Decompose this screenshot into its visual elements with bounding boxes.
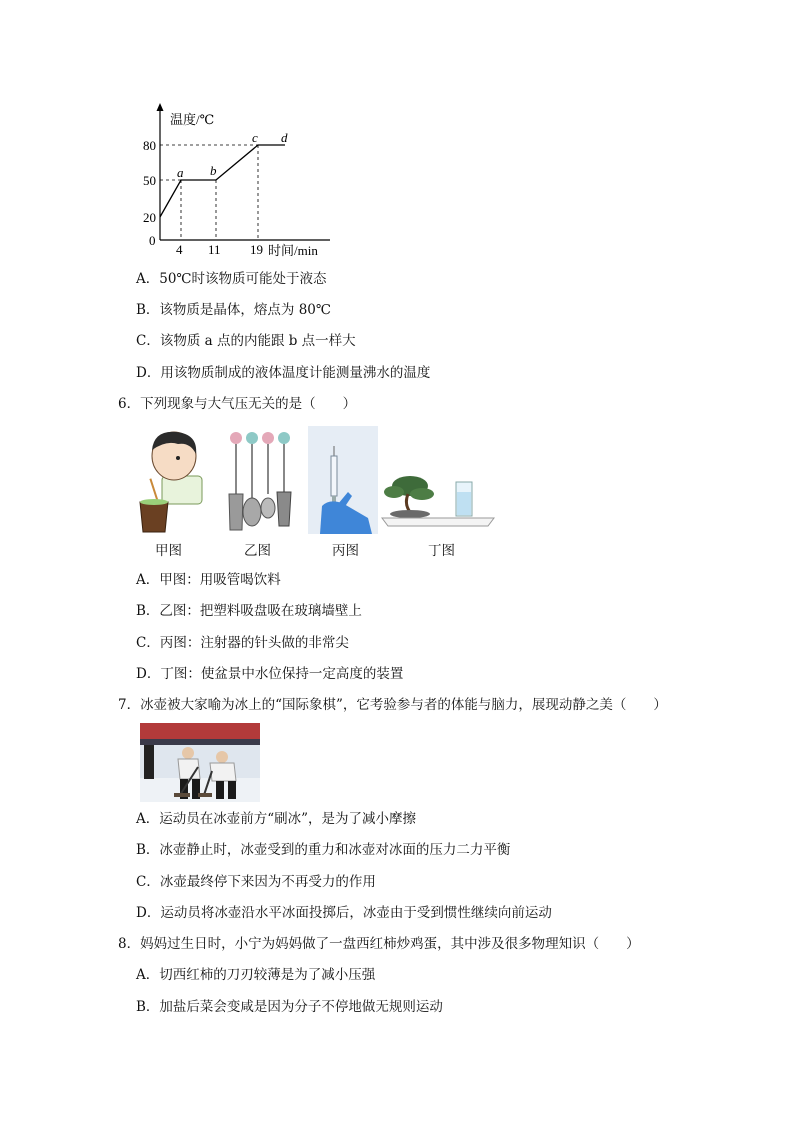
q5-option-d: D．用该物质制成的液体温度计能测量沸水的温度 bbox=[136, 365, 431, 381]
q6-option-b: B．乙图：把塑料吸盘吸在玻璃墙壁上 bbox=[136, 603, 362, 619]
point-a: a bbox=[177, 165, 184, 180]
q5-option-b: B．该物质是晶体，熔点为 80℃ bbox=[136, 302, 331, 318]
boy-drinking-illustration bbox=[138, 428, 210, 534]
q7-option-c: C．冰壶最终停下来因为不再受力的作用 bbox=[136, 874, 376, 890]
bonsai-water-device-illustration bbox=[380, 468, 496, 532]
q6-option-a: A．甲图：用吸管喝饮料 bbox=[136, 572, 281, 588]
y-axis-arrow bbox=[157, 103, 164, 111]
q8-stem: 8．妈妈过生日时，小宁为妈妈做了一盘西红柿炒鸡蛋，其中涉及很多物理知识（ ） bbox=[118, 936, 640, 952]
q6-stem: 6．下列现象与大气压无关的是（ ） bbox=[118, 396, 357, 412]
caption-jia: 甲图 bbox=[155, 543, 182, 559]
q7-stem: 7．冰壶被大家喻为冰上的“国际象棋”，它考验参与者的体能与脑力，展现动静之美（ ） bbox=[118, 697, 667, 713]
q6-option-d: D．丁图：使盆景中水位保持一定高度的装置 bbox=[136, 666, 404, 682]
point-d: d bbox=[281, 130, 288, 145]
y-tick-20: 20 bbox=[143, 210, 156, 225]
q8-option-a: A．切西红柿的刀刃较薄是为了减小压强 bbox=[136, 967, 376, 983]
point-b: b bbox=[210, 163, 217, 178]
caption-yi: 乙图 bbox=[244, 543, 271, 559]
q8-option-b: B．加盐后菜会变咸是因为分子不停地做无规则运动 bbox=[136, 999, 443, 1015]
x-tick-4: 4 bbox=[176, 242, 183, 257]
q7-option-d: D．运动员将冰壶沿水平冰面投掷后，冰壶由于受到惯性继续向前运动 bbox=[136, 905, 552, 921]
y-tick-0: 0 bbox=[149, 233, 156, 248]
caption-bing: 丙图 bbox=[332, 543, 359, 559]
q7-option-b: B．冰壶静止时，冰壶受到的重力和冰壶对冰面的压力二力平衡 bbox=[136, 842, 511, 858]
q6-option-c: C．丙图：注射器的针头做的非常尖 bbox=[136, 635, 349, 651]
xlabel: 时间/min bbox=[268, 243, 318, 258]
ylabel: 温度/℃ bbox=[170, 112, 215, 127]
suction-cup-utensils-illustration bbox=[227, 430, 295, 534]
x-tick-11: 11 bbox=[208, 242, 221, 257]
temperature-curve bbox=[160, 145, 285, 217]
syringe-illustration bbox=[308, 426, 378, 534]
point-c: c bbox=[252, 130, 258, 145]
q5-option-a: A．50℃时该物质可能处于液态 bbox=[136, 271, 327, 287]
q5-option-c: C．该物质 a 点的内能跟 b 点一样大 bbox=[136, 333, 356, 349]
curling-photo bbox=[140, 723, 260, 802]
x-tick-19: 19 bbox=[250, 242, 263, 257]
q7-option-a: A．运动员在冰壶前方“刷冰”，是为了减小摩擦 bbox=[136, 811, 417, 827]
temperature-time-graph bbox=[140, 100, 340, 260]
y-tick-80: 80 bbox=[143, 138, 156, 153]
caption-ding: 丁图 bbox=[428, 543, 455, 559]
y-tick-50: 50 bbox=[143, 173, 156, 188]
